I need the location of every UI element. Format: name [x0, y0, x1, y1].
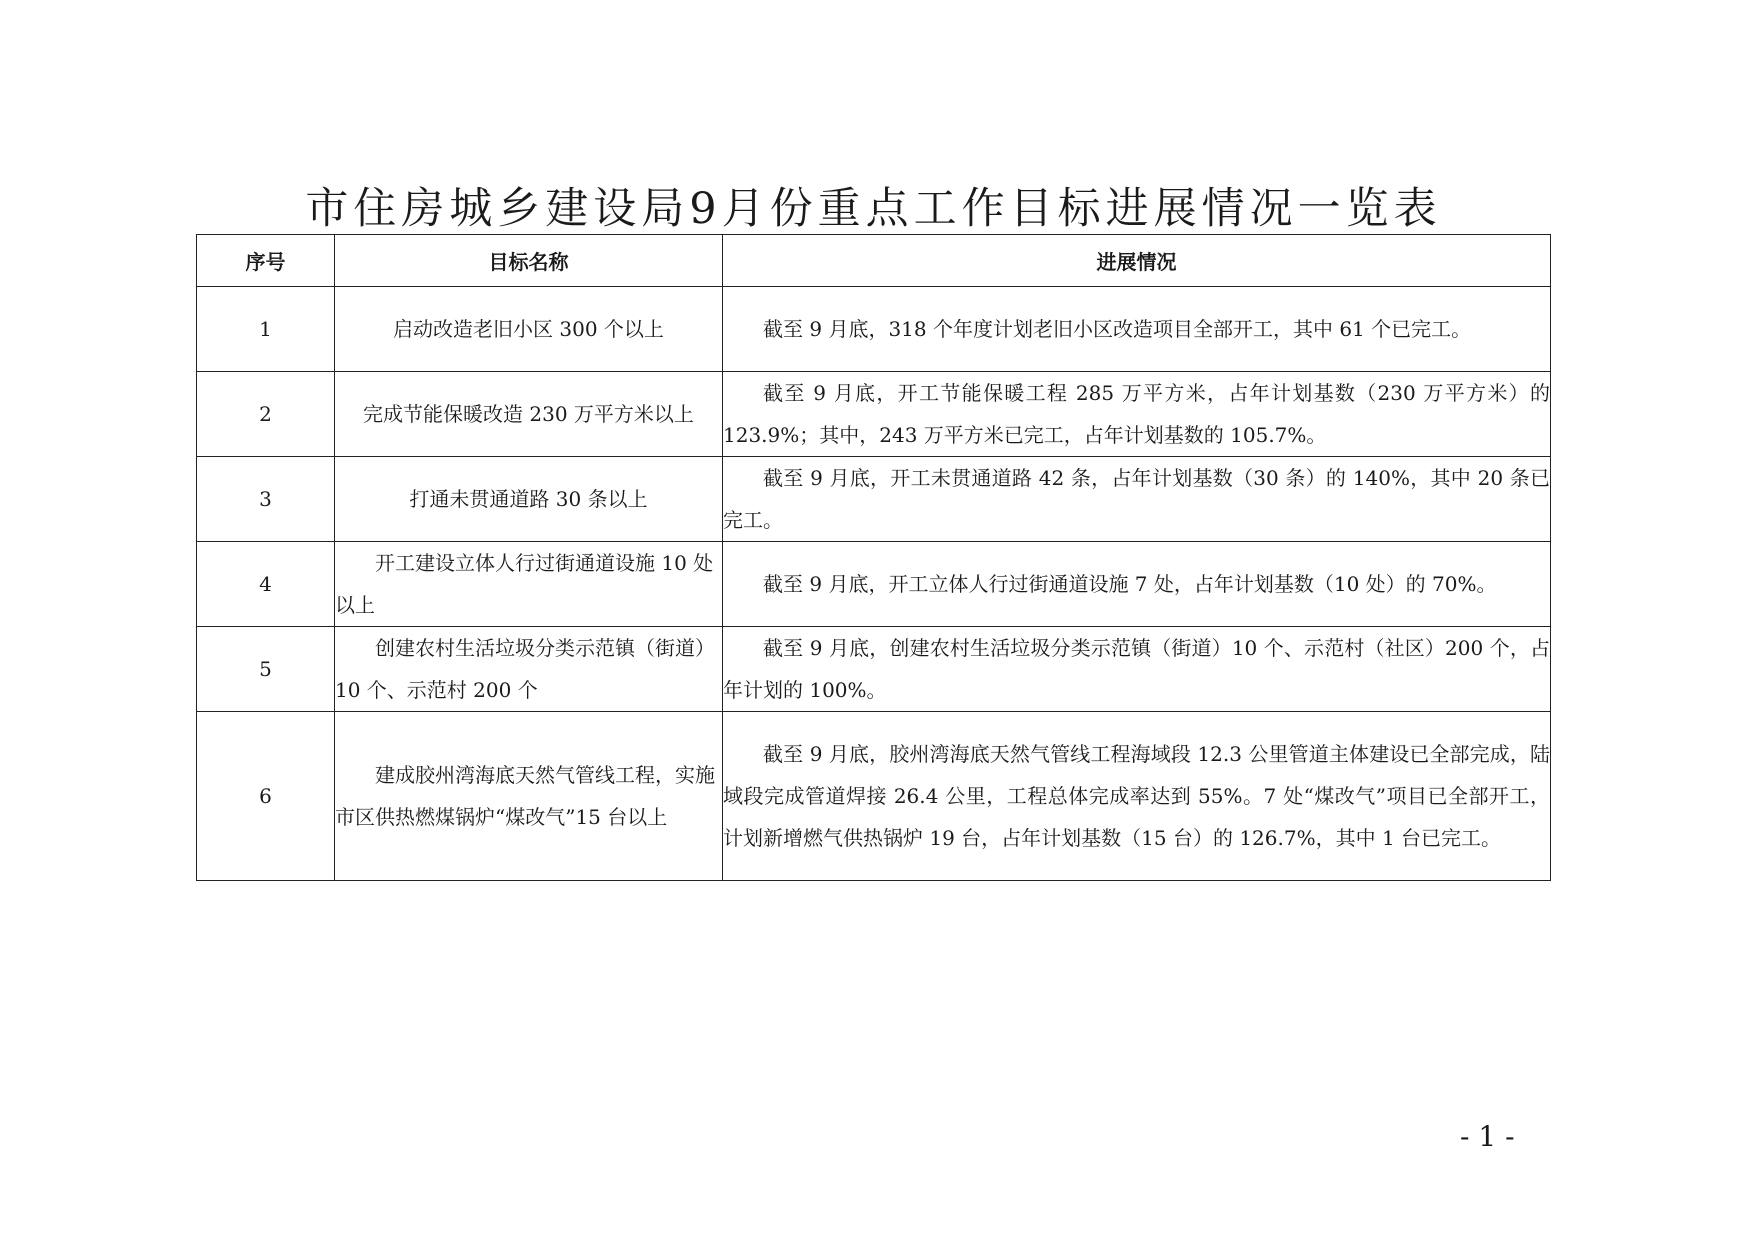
table-row [197, 287, 1551, 372]
target-cell [335, 372, 723, 457]
progress-text: 截至 9 月底，开工节能保暖工程 285 万平方米，占年计划基数（230 万平方米）的 123.9%；其中，243 万平方米已完工，占年计划基数的 105.7%。 [723, 372, 1551, 457]
progress-text: 截至 9 月底，开工未贯通道路 42 条，占年计划基数（30 条）的 140%，其中 20 条已完工。 [723, 457, 1551, 542]
row-number: 3 [197, 457, 335, 542]
target-cell [335, 287, 723, 372]
row-number: 5 [197, 627, 335, 712]
target-cell [335, 712, 723, 881]
target-text: 打通未贯通道路 30 条以上 [409, 487, 648, 511]
progress-text: 截至 9 月底，创建农村生活垃圾分类示范镇（街道）10 个、示范村（社区）200 个，占年计划的 100%。 [723, 627, 1551, 712]
header-target: 目标名称 [335, 235, 723, 287]
target-text: 创建农村生活垃圾分类示范镇（街道）10 个、示范村 200 个 [335, 636, 715, 702]
target-text: 完成节能保暖改造 230 万平方米以上 [363, 402, 694, 426]
table-row [197, 542, 1551, 627]
target-text: 建成胶州湾海底天然气管线工程，实施市区供热燃煤锅炉“煤改气”15 台以上 [335, 763, 715, 829]
progress-text: 截至 9 月底，胶州湾海底天然气管线工程海域段 12.3 公里管道主体建设已全部完成，陆域段完成管道焊接 26.4 公里，工程总体完成率达到 55%。7 处“煤改气”项目已全部开工，计划新增燃气供热锅炉 19 台，占年计划基数（15 台）的 126.7%，其中 1 台已完工。 [723, 712, 1551, 881]
row-number: 1 [197, 287, 335, 372]
table-header-row [197, 235, 1551, 287]
progress-text: 截至 9 月底，开工立体人行过街通道设施 7 处，占年计划基数（10 处）的 70%。 [723, 542, 1551, 627]
row-number: 4 [197, 542, 335, 627]
table-row [197, 372, 1551, 457]
table-row [197, 457, 1551, 542]
header-no: 序号 [197, 235, 335, 287]
header-progress: 进展情况 [723, 235, 1551, 287]
table-row [197, 627, 1551, 712]
row-number: 6 [197, 712, 335, 881]
target-text: 开工建设立体人行过街通道设施 10 处以上 [335, 551, 714, 617]
page-title: 市住房城乡建设局9月份重点工作目标进展情况一览表 [305, 184, 1442, 234]
target-cell [335, 457, 723, 542]
progress-text: 截至 9 月底，318 个年度计划老旧小区改造项目全部开工，其中 61 个已完工。 [723, 287, 1551, 372]
target-cell [335, 627, 723, 712]
target-text: 启动改造老旧小区 300 个以上 [393, 317, 664, 341]
table-row [197, 712, 1551, 881]
progress-table [196, 234, 1551, 881]
row-number: 2 [197, 372, 335, 457]
page-number: - 1 - [1460, 1120, 1515, 1153]
target-cell [335, 542, 723, 627]
